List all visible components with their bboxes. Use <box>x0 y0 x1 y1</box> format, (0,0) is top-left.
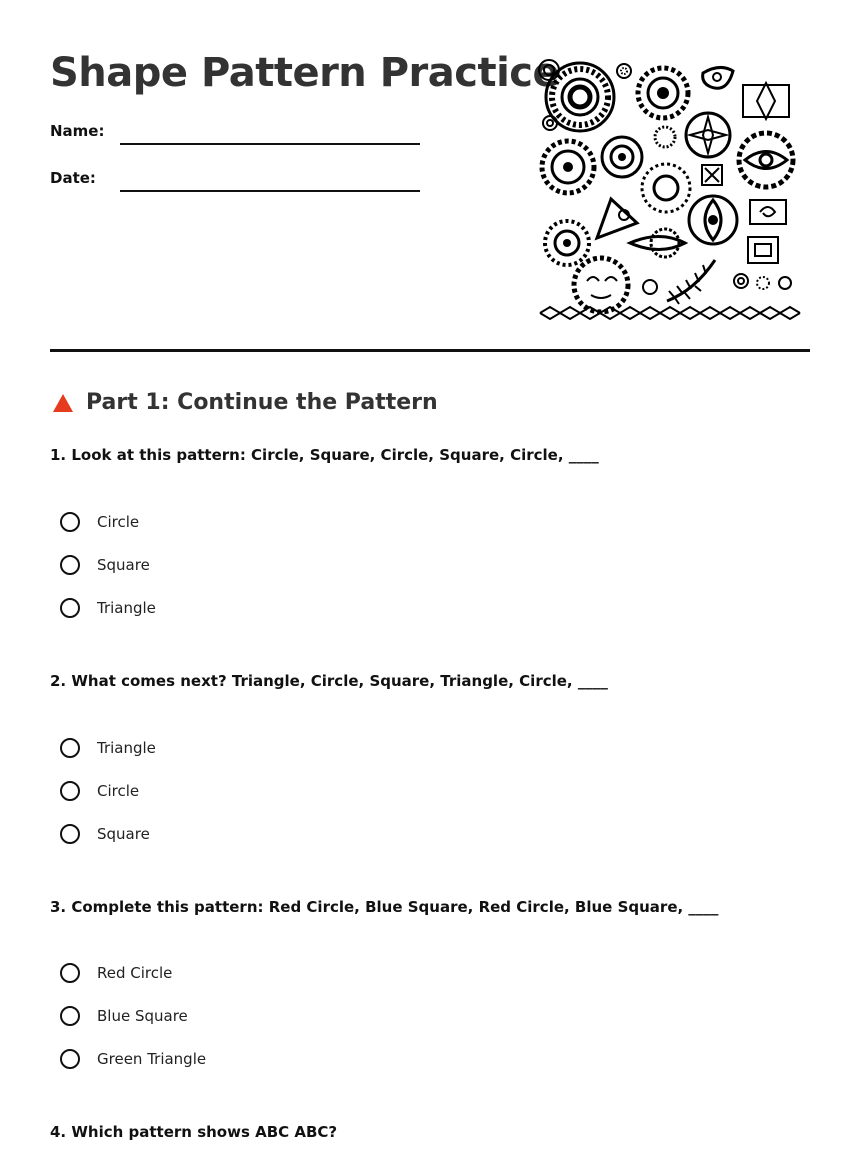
radio-button[interactable] <box>60 555 80 575</box>
option-label: Square <box>97 825 150 843</box>
option-label: Circle <box>97 513 140 531</box>
radio-button[interactable] <box>60 512 80 532</box>
page-title: Shape Pattern Practice <box>50 50 560 96</box>
option-label: Red Circle <box>97 964 173 982</box>
radio-button[interactable] <box>60 1006 80 1026</box>
q2-option-1[interactable] <box>60 735 156 761</box>
q1-option-2[interactable] <box>60 552 150 578</box>
name-label: Name: <box>50 122 105 140</box>
red-triangle-icon <box>52 393 74 413</box>
question-1-text: 1. Look at this pattern: Circle, Square, Circle, Square, Circle, ____ <box>50 446 599 464</box>
radio-button[interactable] <box>60 781 80 801</box>
q2-option-2[interactable] <box>60 778 139 804</box>
name-field[interactable] <box>120 143 420 145</box>
q3-option-3[interactable] <box>60 1046 206 1072</box>
header-divider <box>50 349 810 352</box>
option-label: Triangle <box>97 599 156 617</box>
radio-button[interactable] <box>60 963 80 983</box>
question-4-text: 4. Which pattern shows ABC ABC? <box>50 1123 338 1141</box>
question-2-text: 2. What comes next? Triangle, Circle, Square, Triangle, Circle, ____ <box>50 672 608 690</box>
option-label: Square <box>97 556 150 574</box>
section-title: Part 1: Continue the Pattern <box>86 390 438 415</box>
decorative-tribal-art <box>535 55 807 325</box>
part1-header <box>52 390 438 415</box>
q1-option-1[interactable] <box>60 509 139 535</box>
question-3-text: 3. Complete this pattern: Red Circle, Blue Square, Red Circle, Blue Square, ____ <box>50 898 719 916</box>
option-label: Green Triangle <box>97 1050 207 1068</box>
q1-option-3[interactable] <box>60 595 156 621</box>
radio-button[interactable] <box>60 1049 80 1069</box>
radio-button[interactable] <box>60 598 80 618</box>
q3-option-1[interactable] <box>60 960 172 986</box>
radio-button[interactable] <box>60 738 80 758</box>
option-label: Triangle <box>97 739 156 757</box>
option-label: Circle <box>97 782 140 800</box>
option-label: Blue Square <box>97 1007 188 1025</box>
date-field[interactable] <box>120 190 420 192</box>
q2-option-3[interactable] <box>60 821 150 847</box>
date-label: Date: <box>50 169 96 187</box>
q3-option-2[interactable] <box>60 1003 188 1029</box>
radio-button[interactable] <box>60 824 80 844</box>
